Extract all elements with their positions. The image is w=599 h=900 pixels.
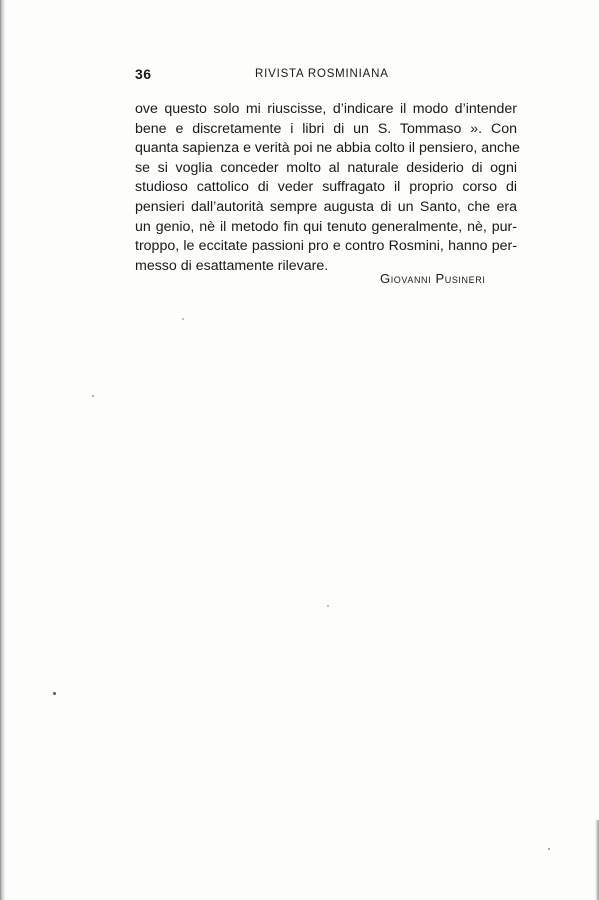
text-line: ove questo solo mi riuscisse, d’indicare il modo d’intender — [135, 101, 517, 117]
text-line: messo di esattamente rilevare. — [135, 257, 329, 274]
scan-speck — [327, 605, 329, 607]
text-line: un genio, nè il metodo fin qui tenuto generalmente, nè, pur- — [135, 218, 517, 235]
scan-speck — [92, 395, 94, 397]
text-line: bene e discretamente i libri di un S. Tommaso ». Con — [135, 120, 517, 137]
page-number: 36 — [135, 66, 152, 82]
text-line: quanta sapienza e verità poi ne abbia colto il pensiero, anche — [135, 140, 520, 157]
page-header — [135, 66, 505, 84]
body-paragraph — [135, 100, 520, 276]
scan-speck — [548, 848, 550, 850]
text-line: troppo, le eccitate passioni pro e contro Rosmini, hanno per- — [135, 238, 517, 255]
running-title: RIVISTA ROSMINIANA — [255, 68, 389, 80]
text-line: pensieri dall’autorità sempre augusta di un Santo, che era — [135, 198, 517, 215]
scan-right-edge — [595, 820, 599, 900]
scan-left-edge — [0, 0, 6, 900]
text-line: se si voglia conceder molto al naturale desiderio di ogni — [135, 159, 517, 176]
scan-speck — [182, 318, 184, 320]
author-signature: Giovanni Pusineri — [380, 271, 486, 286]
scan-speck — [53, 692, 56, 695]
text-line: studioso cattolico di veder suffragato il proprio corso di — [135, 179, 517, 196]
